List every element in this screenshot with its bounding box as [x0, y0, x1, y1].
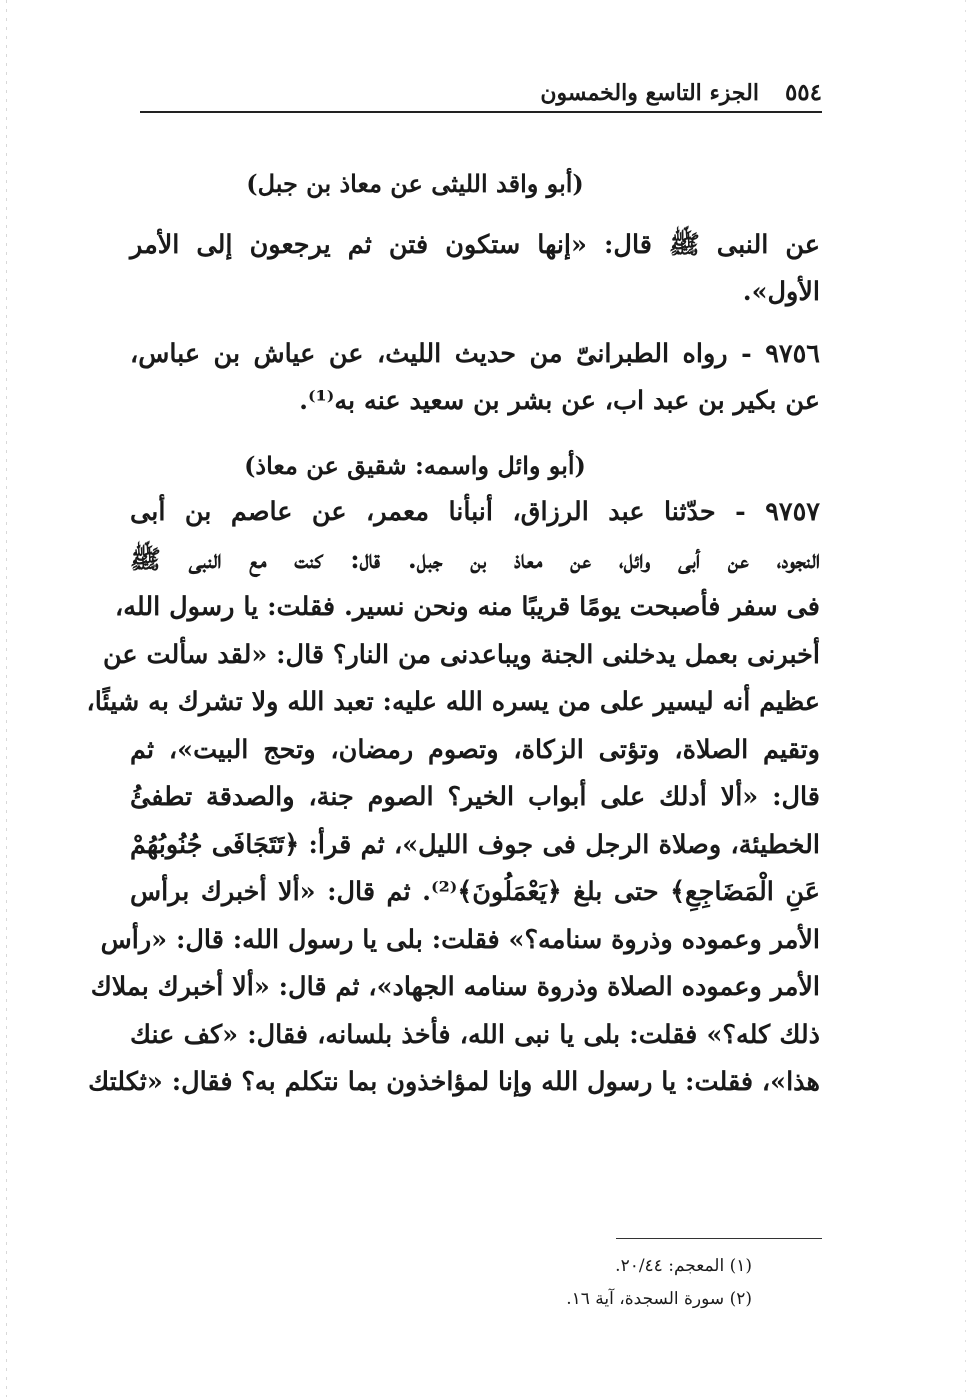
- text-line: وتقيم الصلاة، وتؤتى الزكاة، وتصوم رمضان، وتحج البيت»، ثم: [130, 734, 820, 765]
- text-line: هذا»، فقلت: يا رسول الله وإنا لمؤاخذون بما نتكلم به؟ فقال: «ثكلتك: [88, 1067, 820, 1097]
- footnote-2: (٢) سورة السجدة، آية ١٦.: [566, 1289, 752, 1309]
- section-heading: (أبو واقد الليثى عن معاذ بن جبل): [246, 169, 584, 198]
- page-header: [140, 76, 822, 106]
- text-line: قال: «ألا أدلك على أبواب الخير؟ الصوم جنة، والصدقة تطفئُ: [130, 782, 820, 812]
- main-text: [86, 160, 820, 1107]
- text-line: الخطيئة، وصلاة الرجل فى جوف الليل»، ثم قرأ: ﴿تَتَجَافَى جُنُوبُهُمْ: [130, 829, 820, 860]
- text-line: ذلك كله؟» فقلت: بلى يا نبى الله، فأخذ بلسانه، فقال: «كف عنك: [130, 1019, 820, 1050]
- text-line: الأول».: [742, 277, 820, 307]
- footnote-rule: [616, 1238, 822, 1239]
- header-rule: [140, 111, 822, 113]
- footnote-1: (١) المعجم: ٢٠/٤٤.: [615, 1256, 752, 1276]
- text-line: عَنِ الْمَضَاجِعِ﴾ حتى بلغ ﴿يَعْمَلُونَ﴾⁽²⁾. ثم قال: «ألا أخبرك برأس: [130, 877, 820, 907]
- text-line: عن النبى ﷺ قال: «إنها ستكون فتن ثم يرجعون إلى الأمر: [130, 229, 820, 260]
- text-line: الأمر وعموده الصلاة وذروة سنامه الجهاد»، ثم قال: «ألا أخبرك بملاك: [90, 972, 820, 1002]
- scan-edge-right: [965, 0, 966, 1397]
- page-number: ٥٥٤: [784, 79, 822, 106]
- section-heading: (أبو وائل واسمه: شقيق عن معاذ): [244, 450, 586, 480]
- text-line: فى سفر فأصبحت يومًا قريبًا منه ونحن نسير. فقلت: يا رسول الله،: [115, 592, 820, 622]
- hadith-9756-line: ٩٧٥٦ - رواه الطبرانىّ من حديث الليث، عن عياش بن عباس،: [130, 338, 820, 369]
- text-line: عظيم أنه ليسير على من يسره الله عليه: تعبد الله ولا تشرك به شيئًا،: [86, 687, 820, 717]
- text-line: النجود، عن أبى وائل، عن معاذ بن جبل. قال: كنت مع النبى ﷺ: [130, 544, 820, 575]
- text-line: الأمر وعموده وذروة سنامه؟» فقلت: بلى يا رسول الله: قال: «رأس: [100, 924, 820, 955]
- hadith-9757-line: ٩٧٥٧ - حدّثنا عبد الرزاق، أنبأنا معمر، عن عاصم بن أبى: [130, 497, 820, 527]
- running-title: الجزء التاسع والخمسون: [540, 80, 759, 106]
- footnotes: [430, 1250, 752, 1316]
- text-line: أخبرنى بعمل يدخلنى الجنة ويباعدنى من النار؟ قال: «لقد سألت عن: [102, 639, 820, 670]
- scan-edge-left: [6, 0, 7, 1397]
- text-line: عن بكير بن عبد اب، عن بشر بن سعيد عنه به⁽¹⁾.: [299, 386, 820, 416]
